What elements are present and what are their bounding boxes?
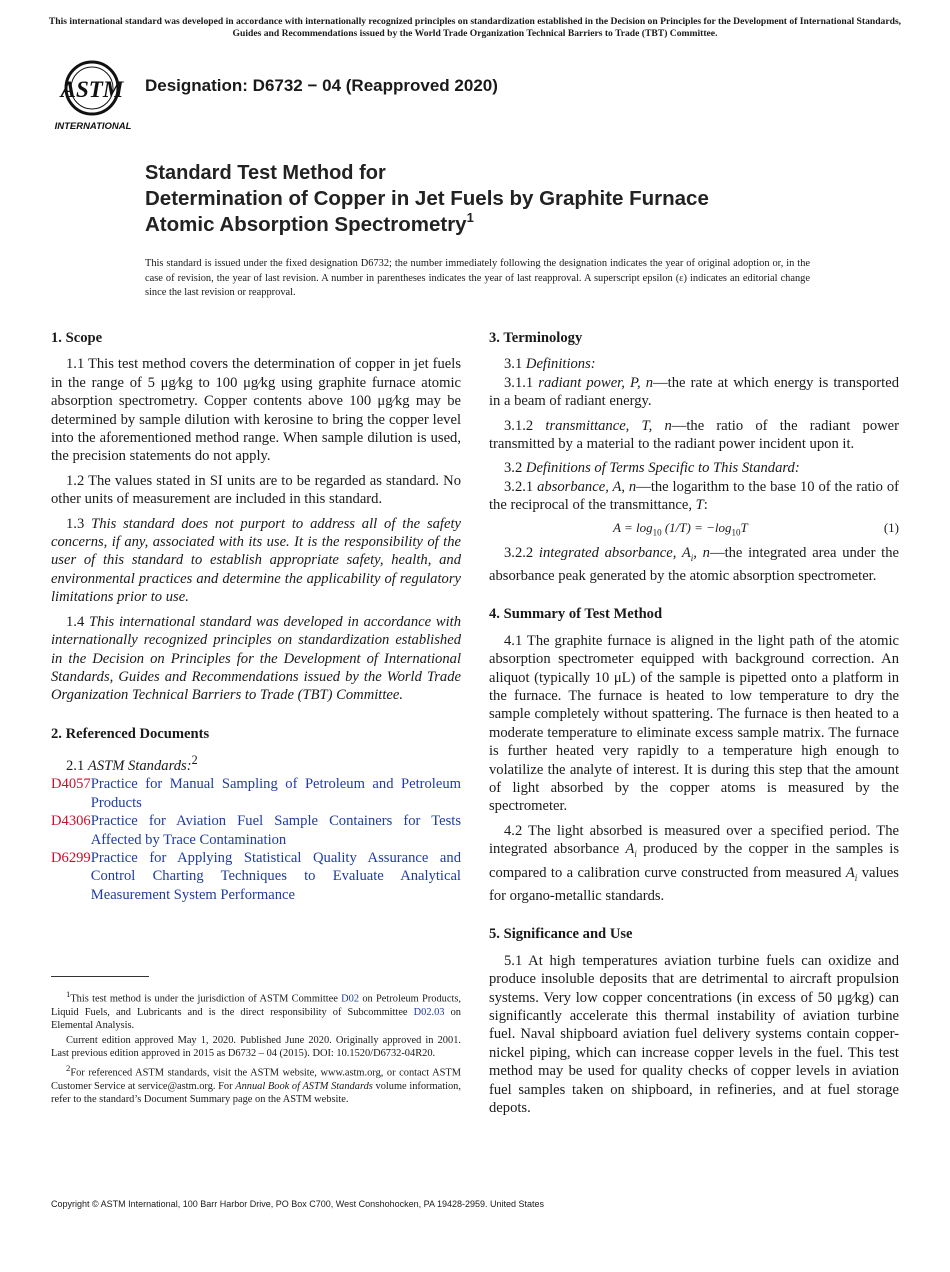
variable-t: T bbox=[695, 497, 704, 514]
paragraph-1-3-text: This standard does not purport to address all of the safety concerns, if any, associated with its use. It is the responsibility of the user of this standard to establish appropriate safety, health, and environmental practices and determine the applicability of regulatory limitations prior to use. bbox=[51, 515, 461, 606]
paragraph-4-2-text-b: produced by the copper in the samples is compared to a calibration curve constructed from measured bbox=[489, 841, 900, 881]
astm-logo-icon bbox=[52, 56, 138, 132]
paragraph-3-1-1 bbox=[489, 374, 899, 411]
reference-code[interactable]: D4057 bbox=[51, 776, 91, 793]
term-radiant-power: radiant power, P, n bbox=[538, 374, 654, 391]
equation-sub-2: 10 bbox=[731, 527, 741, 538]
paragraph-1-1: 1.1 This test method covers the determination of copper in jet fuels in the range of 5 μg⁄kg to 100 μg⁄kg using graphite furnace atomic absorption spectrometry. Copper contents above 100 μg⁄kg may be determined by sample dilution with kerosine to bring the copper level into the aforementioned method range. When sample dilution is used, the precision statements do not apply. bbox=[51, 356, 461, 465]
term-transmittance: transmittance, T, n bbox=[545, 417, 672, 434]
paragraph-3-2 bbox=[489, 459, 899, 477]
paragraph-3-2-1-number: 3.2.1 bbox=[504, 478, 534, 495]
reference-item-d4057[interactable] bbox=[51, 775, 461, 812]
section-heading-referenced-documents: 2. Referenced Documents bbox=[51, 725, 210, 742]
footnote-1 bbox=[51, 988, 461, 1032]
variable-a-sub-2: i bbox=[854, 872, 858, 883]
subcommittee-d02-03-link[interactable]: D02.03 bbox=[413, 1006, 445, 1018]
variable-a-sub: i bbox=[634, 849, 637, 860]
footnotes bbox=[51, 988, 461, 1109]
footnote-1-text-b: on Petroleum Products, Liquid Fuels, and Lubricants and is the direct responsibility of Subcommittee bbox=[51, 993, 461, 1018]
paragraph-3-2-1-text: —the logarithm to the base 10 of the ratio of the reciprocal of the transmittance, bbox=[489, 478, 900, 514]
astm-standards-label: ASTM Standards: bbox=[87, 757, 192, 774]
footnote-mark-2: 2 bbox=[191, 753, 198, 768]
document-title bbox=[145, 161, 865, 238]
title-line-3 bbox=[145, 212, 865, 238]
footnote-1-mark: 1 bbox=[66, 989, 71, 999]
reference-title[interactable]: Practice for Manual Sampling of Petroleum and Petroleum Products bbox=[90, 776, 461, 811]
term-absorbance: absorbance, A, n bbox=[537, 478, 637, 495]
paragraph-4-2-text-c: values for organo-metallic standards. bbox=[489, 864, 899, 904]
paragraph-5-1: 5.1 At high temperatures aviation turbine fuels can oxidize and produce insoluble deposits that are detrimental to aircraft propulsion systems. Very low copper concentrations (in excess of 50 μg⁄kg) can significantly accelerate this thermal instability of aviation turbine fuel. Naval shipboard aviation fuel delivery systems contain copper-nickel piping, which can increase copper levels in the fuel. This test method may be used for quality checks of copper levels in aviation fuel samples taken on shipboard, in refineries, and at fuel storage depots. bbox=[489, 952, 899, 1116]
reference-item-d4306[interactable] bbox=[51, 812, 461, 849]
paragraph-3-2-1: 3.2.1 absorbance, A, n—the logarithm to the base 10 of the ratio of the reciprocal of the transmittance, T: bbox=[489, 478, 900, 514]
paragraph-2-1-number: 2.1 bbox=[66, 757, 85, 774]
paragraph-3-2-2-number: 3.2.2 bbox=[504, 544, 534, 561]
title-line-2: Determination of Copper in Jet Fuels by Graphite Furnace bbox=[145, 187, 709, 210]
paragraph-1-4-text: This international standard was developed in accordance with internationally recognized principles on standardization established in the Decision on Principles for the Development of International Standards, Guides and Recommendations issued by the World Trade Organization Technical Barriers to Trade (TBT) Committee. bbox=[51, 613, 462, 704]
designation: Designation: D6732 − 04 (Reapproved 2020) bbox=[145, 76, 498, 95]
astm-logo bbox=[52, 56, 138, 132]
title-line-3-text: Atomic Absorption Spectrometry bbox=[145, 213, 467, 236]
paragraph-1-2: 1.2 The values stated in SI units are to be regarded as standard. No other units of measurement are included in this standard. bbox=[51, 472, 461, 508]
section-heading-significance: 5. Significance and Use bbox=[489, 926, 633, 943]
right-column bbox=[489, 329, 899, 1117]
paragraph-3-1 bbox=[489, 355, 899, 373]
header-banner: This international standard was developed in accordance with internationally recognized principles on standardization established in the Decision on Principles for the Development of International Standards, Guides and Recommendations issued by the World Trade Organization Technical Barriers to Trade (TBT) Committee. bbox=[48, 16, 902, 39]
variable-a: A bbox=[625, 841, 635, 858]
logo-letters: ASTM bbox=[60, 77, 124, 102]
definitions-label: Definitions: bbox=[525, 356, 596, 373]
term-integrated-absorbance: integrated absorbance, A bbox=[538, 544, 691, 561]
paragraph-3-2-2 bbox=[489, 544, 899, 586]
section-heading-terminology: 3. Terminology bbox=[489, 330, 583, 346]
title-line-1: Standard Test Method for bbox=[145, 162, 386, 184]
section-heading-scope: 1. Scope bbox=[51, 330, 103, 346]
left-column bbox=[51, 329, 461, 904]
reference-code[interactable]: D4306 bbox=[51, 813, 91, 830]
footnote-1-text-a: This test method is under the jurisdiction of ASTM Committee bbox=[70, 993, 342, 1005]
logo-caption: INTERNATIONAL bbox=[54, 121, 132, 132]
edition-note: Current edition approved May 1, 2020. Published June 2020. Originally approved in 2001. Last previous edition approved in 2015 as D6732 – 04 (2015). DOI: 10.1520/D6732-04R20. bbox=[51, 1035, 461, 1060]
footnote-2-text-b: volume information, refer to the standard’s Document Summary page on the ASTM website. bbox=[51, 1081, 461, 1106]
paragraph-3-1-2 bbox=[489, 417, 899, 454]
footnote-divider bbox=[51, 976, 149, 977]
paragraph-4-2-text-a: 4.2 The light absorbed is measured over a specified period. The integrated absorbance bbox=[489, 822, 899, 858]
copyright-footer: Copyright © ASTM International, 100 Barr Harbor Drive, PO Box C700, West Conshohocken, PA 19428-2959. United States bbox=[51, 1199, 545, 1209]
paragraph-3-1-2-number: 3.1.2 bbox=[504, 417, 534, 434]
footnote-1-text-c: on Elemental Analysis. bbox=[51, 1006, 461, 1031]
variable-a-2: A bbox=[845, 864, 855, 881]
footnote-2-book-title: Annual Book of ASTM Standards bbox=[235, 1081, 373, 1093]
paragraph-3-1-number: 3.1 bbox=[504, 356, 523, 373]
section-heading-summary: 4. Summary of Test Method bbox=[489, 606, 663, 623]
paragraph-3-2-2-text: —the integrated area under the absorbance peak generated by the atomic absorption spectrometer. bbox=[489, 544, 900, 584]
paragraph-1-3 bbox=[51, 515, 461, 607]
title-footnote-mark: 1 bbox=[466, 210, 474, 225]
footnote-2-mark: 2 bbox=[66, 1063, 71, 1074]
paragraph-3-1-1-number: 3.1.1 bbox=[504, 374, 534, 391]
equation-number: (1) bbox=[883, 519, 899, 535]
equation-mid: (1/T) = −log bbox=[661, 519, 732, 535]
paragraph-3-1-2-text: —the ratio of the radiant power transmitted by a material to the radiant power incident upon it. bbox=[489, 417, 899, 453]
specific-definitions-label: Definitions of Terms Specific to This Standard: bbox=[525, 460, 800, 477]
intro-note: This standard is issued under the fixed designation D6732; the number immediately following the designation indicates the year of original adoption or, in the case of revision, the year of last revision. A number in parentheses indicates the year of last reapproval. A superscript epsilon (ε) indicates an editorial change since the last revision or reapproval. bbox=[145, 258, 810, 298]
equation-1 bbox=[489, 519, 899, 542]
paragraph-4-2 bbox=[489, 822, 899, 905]
reference-item-d6299[interactable] bbox=[51, 849, 461, 904]
paragraph-2-1 bbox=[51, 751, 461, 775]
footnote-2 bbox=[51, 1062, 461, 1106]
paragraph-4-1: 4.1 The graphite furnace is aligned in the light path of the atomic absorption spectrometer equipped with background correction. An aliquot (typically 10 μL) of the sample is pipetted onto a platform in the furnace. The furnace is heated to low temperature to dry the sample completely without spattering. The furnace is then heated to a moderate temperature to eliminate excess sample matrix. The furnace is further heated very rapidly to a temperature high enough to volatilize the analyte of interest. It is during this step that the amount of light absorbed by the copper atoms is measured by the spectrometer. bbox=[489, 632, 899, 815]
equation-rhs: T bbox=[740, 519, 748, 535]
equation-lhs: A = log bbox=[613, 519, 653, 535]
equation-sub-1: 10 bbox=[652, 527, 662, 538]
paragraph-1-3-number: 1.3 bbox=[66, 515, 85, 532]
term-suffix: , n bbox=[693, 544, 710, 561]
reference-title[interactable]: Practice for Aviation Fuel Sample Containers for Tests Affected by Trace Contamination bbox=[90, 813, 461, 848]
footnote-2-text-a: For referenced ASTM standards, visit the ASTM website, www.astm.org, or contact ASTM Customer Service at service@astm.org. For bbox=[51, 1067, 461, 1093]
reference-code[interactable]: D6299 bbox=[51, 850, 91, 867]
reference-title[interactable]: Practice for Applying Statistical Quality Assurance and Control Charting Techniques to Evaluate Analytical Measurement System Performance bbox=[90, 850, 461, 903]
paragraph-3-1-1-text: —the rate at which energy is transported in a beam of radiant energy. bbox=[489, 374, 899, 410]
term-subscript-i: i bbox=[690, 552, 694, 563]
paragraph-1-4 bbox=[51, 613, 461, 705]
paragraph-1-4-number: 1.4 bbox=[66, 613, 85, 630]
paragraph-3-2-number: 3.2 bbox=[504, 460, 523, 477]
committee-d02-link[interactable]: D02 bbox=[341, 993, 360, 1005]
equation-formula bbox=[613, 519, 748, 542]
